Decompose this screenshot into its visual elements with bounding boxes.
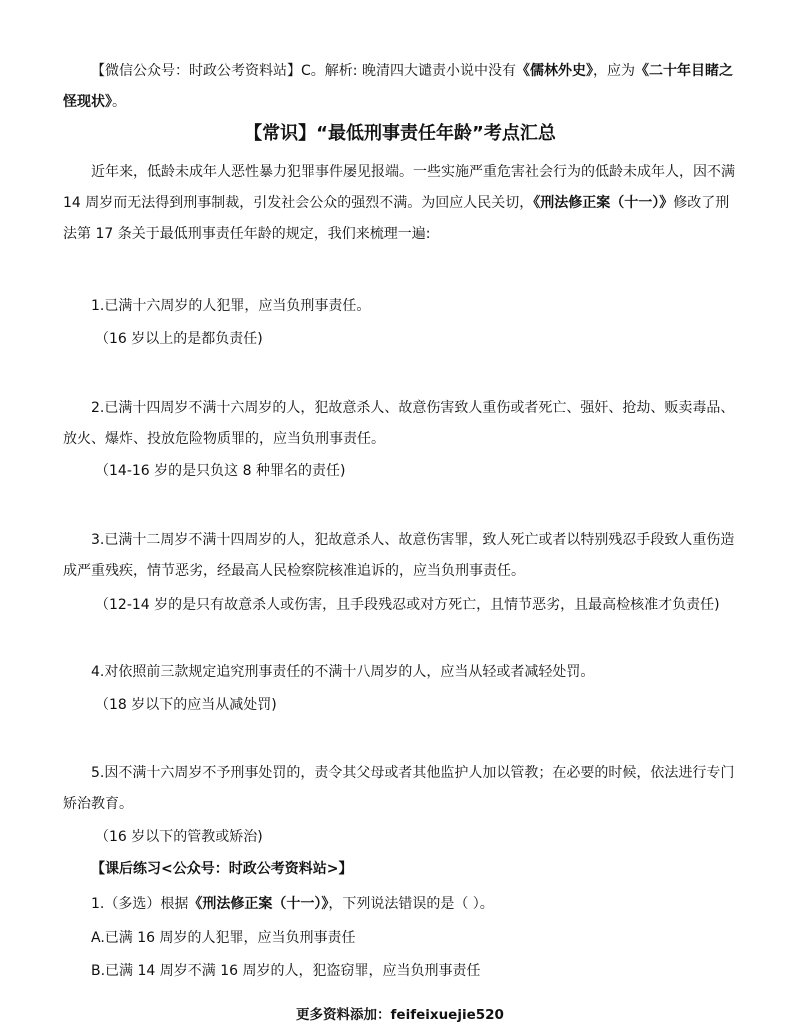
rule-3: 3.已满十二周岁不满十四周岁的人，犯故意杀人、故意伤害罪，致人死亡或者以特别残忍手段致人重伤造成严重残疾，情节恶劣，经最高人民检察院核准追诉的，应当负刑事责任。 (63, 532, 735, 579)
intro-text-2: 修改了刑法第 17 条关于最低刑事责任年龄的规定，我们来梳理一遍: (63, 195, 730, 242)
question-suffix: ，下列说法错误的是（ ）。 (328, 896, 494, 912)
exercise-heading: 【课后练习<公众号：时政公考资料站>】 (91, 861, 353, 877)
amendment-title: 《刑法修正案（十一）》 (533, 195, 674, 211)
footer-label: 更多资料添加： (296, 1007, 391, 1023)
rule-4-note: （18 岁以下的应当从减处罚) (95, 697, 277, 713)
correct-book-part2: 怪现状》 (63, 94, 112, 110)
option-b: B.已满 14 周岁不满 16 周岁的人，犯盗窃罪，应当负刑事责任 (91, 963, 481, 979)
answer-connector: ，应为 (592, 63, 635, 79)
correct-book-part1: 《二十年目睹之 (634, 63, 733, 79)
footer-wechat-id: feifeixuejie520 (390, 1007, 504, 1023)
footer-note (0, 1008, 800, 1022)
intro-text-1: 近年来，低龄未成年人恶性暴力犯罪事件屡见报端。一些实施严重危害社会行为的低龄未成年人，因不满 14 周岁而无法得到刑事制裁，引发社会公众的强烈不满。为回应人民关切， (63, 164, 735, 211)
page-title: 【常识】“最低刑事责任年龄”考点汇总 (244, 123, 556, 144)
answer-line (91, 64, 771, 78)
option-a: A.已满 16 周岁的人犯罪，应当负刑事责任 (91, 930, 356, 946)
rule-1-note: （16 岁以上的是都负责任) (95, 331, 263, 347)
intro-paragraph (63, 157, 743, 250)
question-prefix: 1.（多选）根据 (91, 896, 189, 912)
question-amendment: 《刑法修正案（十一）》 (188, 896, 329, 912)
rule-1: 1.已满十六周岁的人犯罪，应当负刑事责任。 (91, 298, 371, 314)
rule-4: 4.对依照前三款规定追究刑事责任的不满十八周岁的人，应当从轻或者减轻处罚。 (91, 664, 595, 680)
exercise-question (91, 897, 771, 911)
answer-end: 。 (112, 94, 126, 110)
rule-5: 5.因不满十六周岁不予刑事处罚的，责令其父母或者其他监护人加以管教；在必要的时候，依法进行专门矫治教育。 (63, 765, 735, 812)
rule-5-note: （16 岁以下的管教或矫治) (95, 829, 263, 845)
answer-line-continued (63, 95, 743, 109)
book-title: 《儒林外史》 (515, 63, 593, 79)
rule-2: 2.已满十四周岁不满十六周岁的人，犯故意杀人、故意伤害致人重伤或者死亡、强奸、抢劫、贩卖毒品、放火、爆炸、投放危险物质罪的，应当负刑事责任。 (63, 400, 735, 447)
answer-prefix: 【微信公众号：时政公考资料站】C。解析: 晚清四大谴责小说中没有 (91, 63, 516, 79)
rule-2-note: （14-16 岁的是只负这 8 种罪名的责任) (95, 463, 346, 479)
rule-3-note: （12-14 岁的是只有故意杀人或伤害，且手段残忍或对方死亡，且情节恶劣，且最高检核准才负责任) (95, 597, 720, 613)
